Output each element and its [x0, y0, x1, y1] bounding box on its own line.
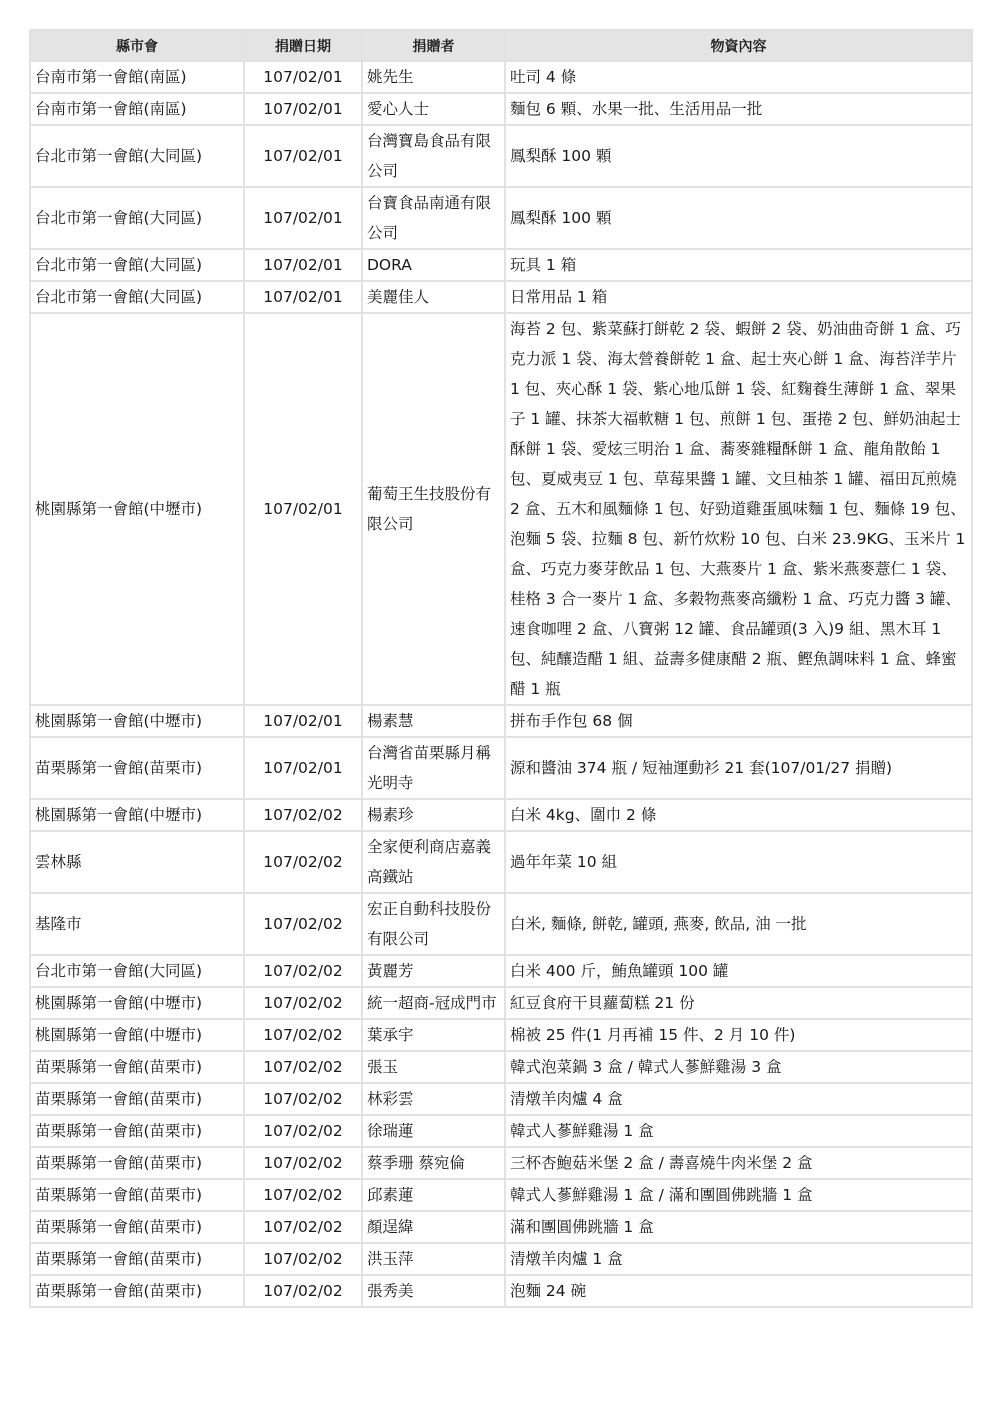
table-body — [30, 61, 972, 1307]
header-date: 捐贈日期 — [244, 30, 362, 61]
cell-items: 清燉羊肉爐 4 盒 — [505, 1083, 972, 1115]
table-row — [30, 1083, 972, 1115]
cell-items: 白米 400 斤，鮪魚罐頭 100 罐 — [505, 955, 972, 987]
cell-items: 玩具 1 箱 — [505, 249, 972, 281]
cell-venue: 苗栗縣第一會館(苗栗市) — [30, 737, 244, 799]
cell-date: 107/02/01 — [244, 705, 362, 737]
cell-items: 棉被 25 件(1 月再補 15 件、2 月 10 件) — [505, 1019, 972, 1051]
donation-table — [29, 29, 973, 1308]
cell-items: 鳳梨酥 100 顆 — [505, 125, 972, 187]
cell-items: 吐司 4 條 — [505, 61, 972, 93]
cell-items: 白米, 麵條, 餅乾, 罐頭, 燕麥, 飲品, 油 一批 — [505, 893, 972, 955]
cell-date: 107/02/02 — [244, 1179, 362, 1211]
cell-venue: 基隆市 — [30, 893, 244, 955]
cell-venue: 台北市第一會館(大同區) — [30, 125, 244, 187]
cell-donor: 葉承宇 — [362, 1019, 505, 1051]
cell-venue: 苗栗縣第一會館(苗栗市) — [30, 1051, 244, 1083]
header-donor: 捐贈者 — [362, 30, 505, 61]
cell-date: 107/02/02 — [244, 1211, 362, 1243]
cell-donor: 邱素蓮 — [362, 1179, 505, 1211]
cell-venue: 苗栗縣第一會館(苗栗市) — [30, 1275, 244, 1307]
cell-venue: 苗栗縣第一會館(苗栗市) — [30, 1211, 244, 1243]
cell-date: 107/02/02 — [244, 987, 362, 1019]
cell-venue: 台北市第一會館(大同區) — [30, 187, 244, 249]
table-row — [30, 281, 972, 313]
cell-donor: 徐瑞蓮 — [362, 1115, 505, 1147]
cell-venue: 苗栗縣第一會館(苗栗市) — [30, 1179, 244, 1211]
table-row — [30, 705, 972, 737]
cell-date: 107/02/02 — [244, 1019, 362, 1051]
cell-items: 韓式人蔘鮮雞湯 1 盒 / 滿和團圓佛跳牆 1 盒 — [505, 1179, 972, 1211]
cell-donor: 姚先生 — [362, 61, 505, 93]
table-row — [30, 313, 972, 705]
table-row — [30, 93, 972, 125]
header-venue: 縣市會 — [30, 30, 244, 61]
cell-donor: 愛心人士 — [362, 93, 505, 125]
cell-items: 源和醬油 374 瓶 / 短袖運動衫 21 套(107/01/27 捐贈) — [505, 737, 972, 799]
table-row — [30, 1243, 972, 1275]
cell-date: 107/02/02 — [244, 955, 362, 987]
cell-venue: 桃園縣第一會館(中壢市) — [30, 799, 244, 831]
cell-date: 107/02/02 — [244, 893, 362, 955]
cell-items: 白米 4kg、圍巾 2 條 — [505, 799, 972, 831]
cell-date: 107/02/02 — [244, 1083, 362, 1115]
cell-venue: 台北市第一會館(大同區) — [30, 281, 244, 313]
cell-date: 107/02/01 — [244, 281, 362, 313]
cell-venue: 桃園縣第一會館(中壢市) — [30, 1019, 244, 1051]
cell-items: 海苔 2 包、紫菜蘇打餅乾 2 袋、蝦餅 2 袋、奶油曲奇餅 1 盒、巧克力派 1 袋、海太營養餅乾 1 盒、起士夾心餅 1 盒、海苔洋芋片 1 包、夾心酥 1 袋、紫心地瓜餅 1 袋、紅麴養生薄餅 1 盒、翠果子 1 罐、抹茶大福軟糖 1 包、煎餅 1 包、蛋捲 2 包、鮮奶油起士酥餅 1 袋、愛炫三明治 1 盒、蕎麥雜糧酥餅 1 盒、龍角散飴 1 包、夏威夷豆 1 包、草莓果醬 1 罐、文旦柚茶 1 罐、福田瓦煎燒 2 盒、五木和風麵條 1 包、好勁道雞蛋風味麵 1 包、麵條 19 包、泡麵 5 袋、拉麵 8 包、新竹炊粉 10 包、白米 23.9KG、玉米片 1 盒、巧克力麥芽飲品 1 包、大燕麥片 1 盒、紫米燕麥薏仁 1 袋、桂格 3 合一麥片 1 盒、多穀物燕麥高纖粉 1 盒、巧克力醬 3 罐、速食咖哩 2 盒、八寶粥 12 罐、食品罐頭(3 入)9 組、黑木耳 1 包、純釀造醋 1 組、益壽多健康醋 2 瓶、鰹魚調味料 1 盒、蜂蜜醋 1 瓶 — [505, 313, 972, 705]
cell-venue: 苗栗縣第一會館(苗栗市) — [30, 1083, 244, 1115]
cell-donor: 台灣省苗栗縣月稱光明寺 — [362, 737, 505, 799]
cell-venue: 台北市第一會館(大同區) — [30, 249, 244, 281]
cell-venue: 雲林縣 — [30, 831, 244, 893]
cell-donor: 宏正自動科技股份有限公司 — [362, 893, 505, 955]
cell-items: 泡麵 24 碗 — [505, 1275, 972, 1307]
table-row — [30, 1179, 972, 1211]
cell-donor: 黃麗芳 — [362, 955, 505, 987]
header-items: 物資內容 — [505, 30, 972, 61]
table-row — [30, 799, 972, 831]
cell-donor: 台寶食品南通有限公司 — [362, 187, 505, 249]
cell-donor: 蔡季珊 蔡宛倫 — [362, 1147, 505, 1179]
table-row — [30, 955, 972, 987]
table-header — [30, 30, 972, 61]
table-row — [30, 1019, 972, 1051]
cell-donor: 楊素慧 — [362, 705, 505, 737]
cell-items: 韓式泡菜鍋 3 盒 / 韓式人蔘鮮雞湯 3 盒 — [505, 1051, 972, 1083]
cell-venue: 台南市第一會館(南區) — [30, 61, 244, 93]
donation-sheet — [29, 29, 971, 1308]
cell-venue: 苗栗縣第一會館(苗栗市) — [30, 1243, 244, 1275]
cell-donor: 統一超商-冠成門市 — [362, 987, 505, 1019]
table-row — [30, 1147, 972, 1179]
cell-venue: 桃園縣第一會館(中壢市) — [30, 987, 244, 1019]
cell-items: 紅豆食府干貝蘿蔔糕 21 份 — [505, 987, 972, 1019]
cell-items: 過年年菜 10 組 — [505, 831, 972, 893]
cell-date: 107/02/02 — [244, 1147, 362, 1179]
cell-date: 107/02/02 — [244, 1243, 362, 1275]
cell-date: 107/02/02 — [244, 831, 362, 893]
table-row — [30, 737, 972, 799]
cell-donor: 美麗佳人 — [362, 281, 505, 313]
header-row — [30, 30, 972, 61]
table-row — [30, 1275, 972, 1307]
cell-venue: 苗栗縣第一會館(苗栗市) — [30, 1115, 244, 1147]
cell-items: 麵包 6 顆、水果一批、生活用品一批 — [505, 93, 972, 125]
table-row — [30, 1211, 972, 1243]
table-row — [30, 187, 972, 249]
cell-venue: 苗栗縣第一會館(苗栗市) — [30, 1147, 244, 1179]
table-row — [30, 831, 972, 893]
cell-items: 滿和團圓佛跳牆 1 盒 — [505, 1211, 972, 1243]
cell-donor: 台灣寶島食品有限公司 — [362, 125, 505, 187]
cell-donor: 林彩雲 — [362, 1083, 505, 1115]
cell-date: 107/02/01 — [244, 93, 362, 125]
cell-donor: 洪玉萍 — [362, 1243, 505, 1275]
cell-donor: 葡萄王生技股份有限公司 — [362, 313, 505, 705]
cell-date: 107/02/02 — [244, 1115, 362, 1147]
cell-donor: 顏逞緯 — [362, 1211, 505, 1243]
table-row — [30, 893, 972, 955]
table-row — [30, 61, 972, 93]
cell-date: 107/02/02 — [244, 799, 362, 831]
cell-date: 107/02/02 — [244, 1275, 362, 1307]
cell-items: 韓式人蔘鮮雞湯 1 盒 — [505, 1115, 972, 1147]
table-row — [30, 1115, 972, 1147]
cell-date: 107/02/01 — [244, 249, 362, 281]
cell-venue: 台北市第一會館(大同區) — [30, 955, 244, 987]
table-row — [30, 249, 972, 281]
table-row — [30, 125, 972, 187]
cell-venue: 桃園縣第一會館(中壢市) — [30, 705, 244, 737]
cell-donor: 張秀美 — [362, 1275, 505, 1307]
cell-date: 107/02/02 — [244, 1051, 362, 1083]
table-row — [30, 1051, 972, 1083]
cell-date: 107/02/01 — [244, 61, 362, 93]
cell-items: 日常用品 1 箱 — [505, 281, 972, 313]
table-row — [30, 987, 972, 1019]
cell-donor: DORA — [362, 249, 505, 281]
cell-donor: 全家便利商店嘉義高鐵站 — [362, 831, 505, 893]
cell-date: 107/02/01 — [244, 125, 362, 187]
cell-items: 鳳梨酥 100 顆 — [505, 187, 972, 249]
cell-venue: 台南市第一會館(南區) — [30, 93, 244, 125]
cell-donor: 張玉 — [362, 1051, 505, 1083]
cell-items: 三杯杏鮑菇米堡 2 盒 / 壽喜燒牛肉米堡 2 盒 — [505, 1147, 972, 1179]
cell-items: 拼布手作包 68 個 — [505, 705, 972, 737]
cell-date: 107/02/01 — [244, 313, 362, 705]
cell-venue: 桃園縣第一會館(中壢市) — [30, 313, 244, 705]
cell-donor: 楊素珍 — [362, 799, 505, 831]
cell-items: 清燉羊肉爐 1 盒 — [505, 1243, 972, 1275]
cell-date: 107/02/01 — [244, 187, 362, 249]
cell-date: 107/02/01 — [244, 737, 362, 799]
